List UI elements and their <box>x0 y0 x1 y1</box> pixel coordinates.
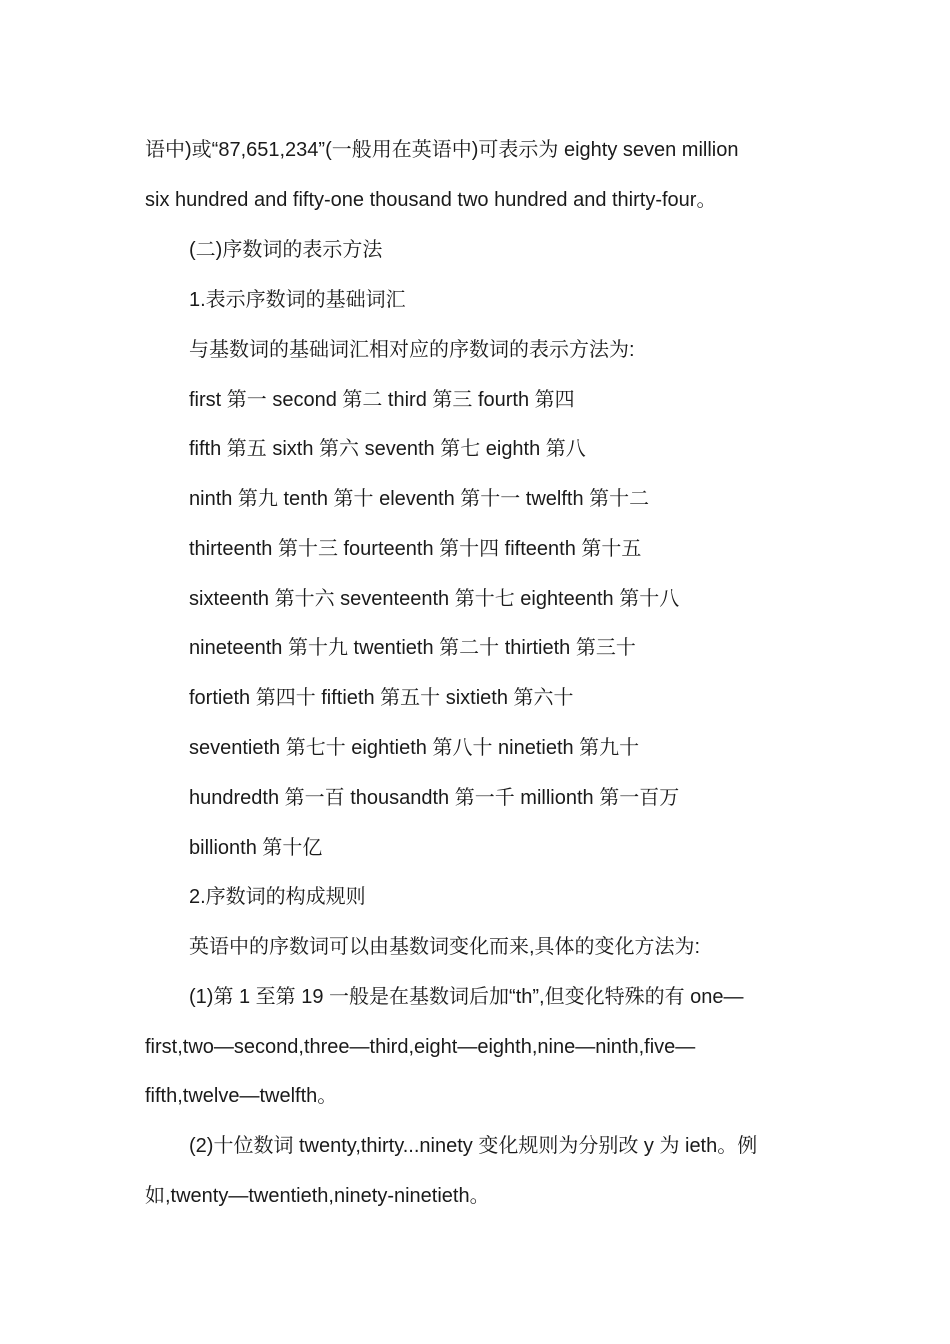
text-line: six hundred and fifty-one thousand two hundred and thirty-four。 <box>145 189 717 211</box>
text-line: first,two—second,three—third,eight—eighth,nine—ninth,five— <box>145 1036 696 1058</box>
text-line: 语中)或“87,651,234”(一般用在英语中)可表示为 eighty seven million <box>145 139 739 161</box>
text-line: (1)第 1 至第 19 一般是在基数词后加“th”,但变化特殊的有 one— <box>189 986 744 1008</box>
subsection-heading: 1.表示序数词的基础词汇 <box>189 289 406 311</box>
ordinal-row: billionth 第十亿 <box>189 837 323 859</box>
ordinal-row: seventieth 第七十 eightieth 第八十 ninetieth 第九十 <box>189 737 640 759</box>
subsection-heading: 2.序数词的构成规则 <box>189 886 366 908</box>
ordinal-row: fortieth 第四十 fiftieth 第五十 sixtieth 第六十 <box>189 687 574 709</box>
ordinal-row: fifth 第五 sixth 第六 seventh 第七 eighth 第八 <box>189 438 586 460</box>
ordinal-row: ninth 第九 tenth 第十 eleventh 第十一 twelfth 第十二 <box>189 488 650 510</box>
ordinal-row: sixteenth 第十六 seventeenth 第十七 eighteenth 第十八 <box>189 588 680 610</box>
ordinal-row: hundredth 第一百 thousandth 第一千 millionth 第一百万 <box>189 787 680 809</box>
ordinal-row: nineteenth 第十九 twentieth 第二十 thirtieth 第三十 <box>189 637 636 659</box>
text-line: (2)十位数词 twenty,thirty...ninety 变化规则为分别改 y 为 ieth。例 <box>189 1135 758 1157</box>
ordinal-row: first 第一 second 第二 third 第三 fourth 第四 <box>189 389 575 411</box>
text-line: fifth,twelve—twelfth。 <box>145 1085 338 1107</box>
text-line: 与基数词的基础词汇相对应的序数词的表示方法为: <box>189 339 635 361</box>
ordinal-row: thirteenth 第十三 fourteenth 第十四 fifteenth 第十五 <box>189 538 642 560</box>
section-heading: (二)序数词的表示方法 <box>189 239 383 261</box>
text-line: 英语中的序数词可以由基数词变化而来,具体的变化方法为: <box>189 936 701 958</box>
text-line: 如,twenty—twentieth,ninety-ninetieth。 <box>145 1185 490 1207</box>
